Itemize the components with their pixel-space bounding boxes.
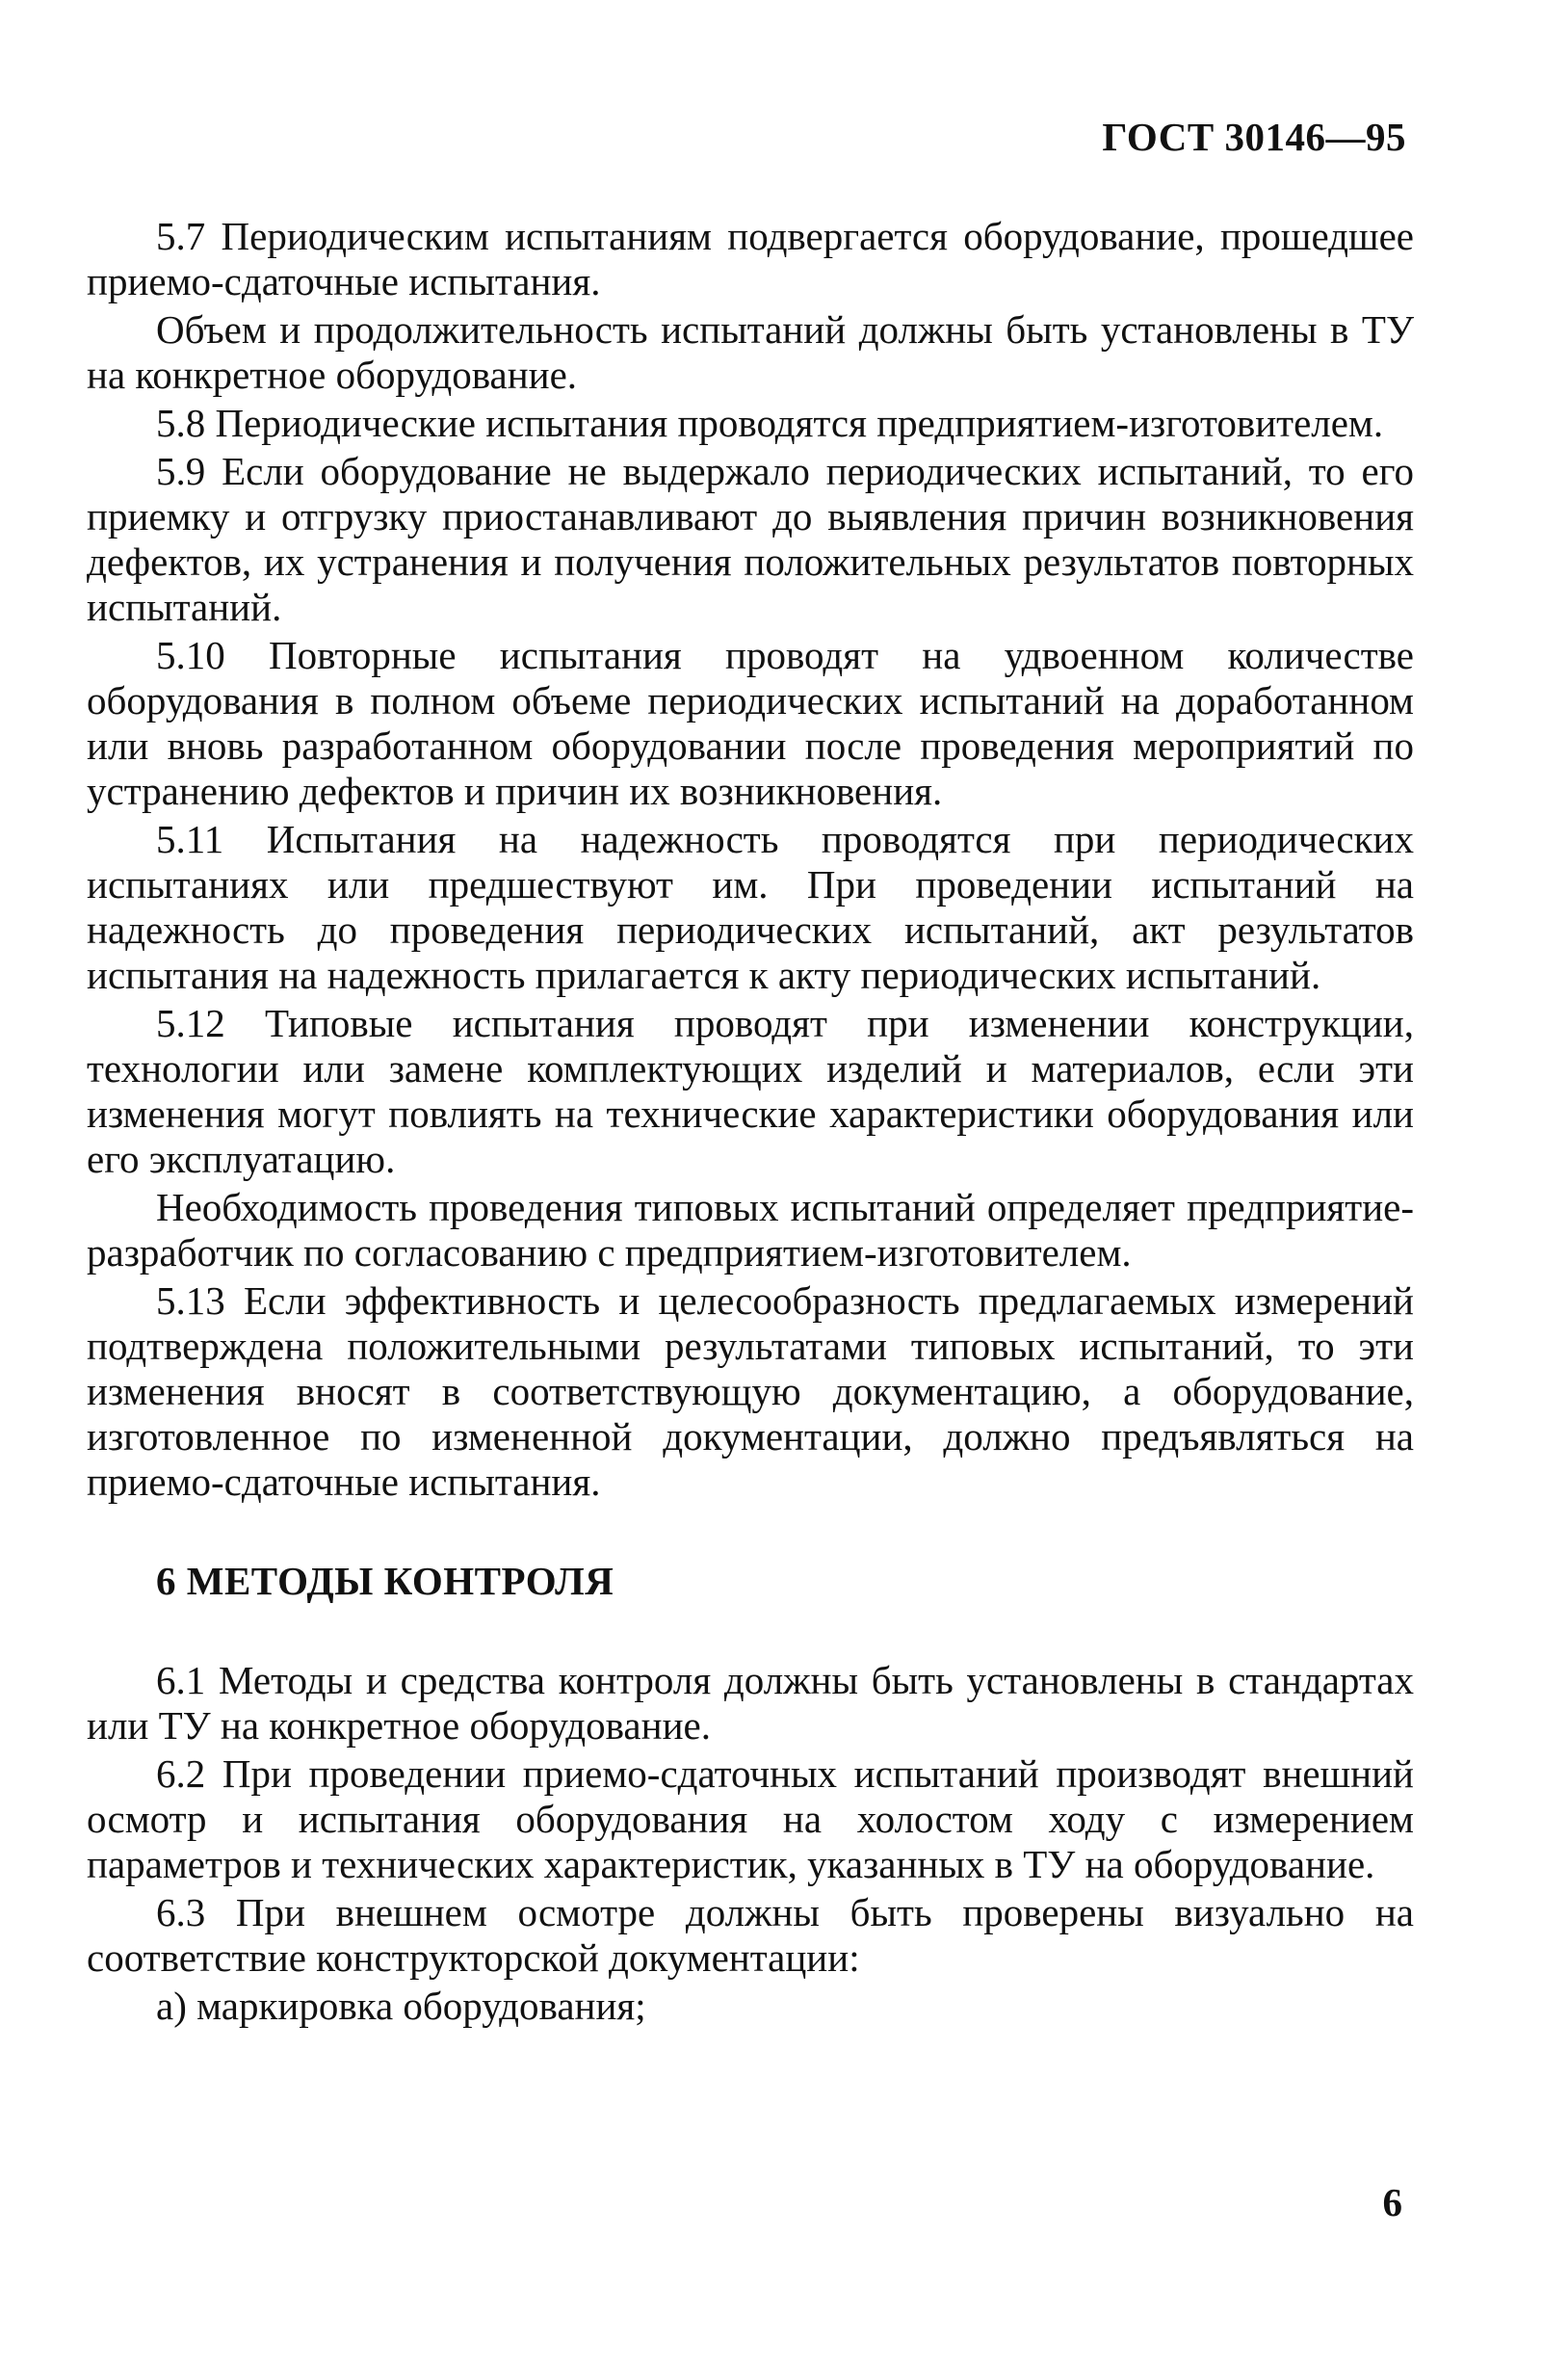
paragraph-5-12: 5.12 Типовые испытания проводят при изменении конструкции, технологии или замене комплектующих изделий и материалов, если эти изменения могут повлиять на технические характеристики оборудования или его эксплуатацию. bbox=[87, 1001, 1414, 1181]
paragraph-5-13: 5.13 Если эффективность и целесообразность предлагаемых измерений подтверждена положительными результатами типовых испытаний, то эти изменения вносят в соответствующую документацию, а оборудование, изготовленное по измененной документации, должно предъявляться на приемо-сдаточные испытания. bbox=[87, 1278, 1414, 1504]
paragraph-6-1: 6.1 Методы и средства контроля должны быть установлены в стандартах или ТУ на конкретное оборудование. bbox=[87, 1658, 1414, 1748]
list-item-a: а) маркировка оборудования; bbox=[156, 1984, 646, 2028]
paragraph-5-7: 5.7 Периодическим испытаниям подвергается оборудование, прошедшее приемо-сдаточные испытания. bbox=[87, 214, 1414, 303]
page-number: 6 bbox=[1382, 2180, 1402, 2224]
paragraph-5-8: 5.8 Периодические испытания проводятся предприятием-изготовителем. bbox=[156, 401, 1384, 445]
paragraph-5-12-necessity: Необходимость проведения типовых испытаний определяет предприятие-разработчик по согласованию с предприятием-изготовителем. bbox=[87, 1185, 1414, 1275]
document-body bbox=[87, 214, 1414, 2029]
document-code-header: ГОСТ 30146—95 bbox=[1102, 115, 1406, 159]
section-title-6: 6 МЕТОДЫ КОНТРОЛЯ bbox=[156, 1559, 614, 1603]
paragraph-5-10: 5.10 Повторные испытания проводят на удвоенном количестве оборудования в полном объеме периодических испытаний на доработанном или вновь разработанном оборудовании после проведения мероприятий по устранению дефектов и причин их возникновения. bbox=[87, 633, 1414, 813]
paragraph-5-9: 5.9 Если оборудование не выдержало периодических испытаний, то его приемку и отгрузку приостанавливают до выявления причин возникновения дефектов, их устранения и получения положительных результатов повторных испытаний. bbox=[87, 449, 1414, 629]
paragraph-6-3: 6.3 При внешнем осмотре должны быть проверены визуально на соответствие конструкторской документации: bbox=[87, 1890, 1414, 1980]
paragraph-6-2: 6.2 При проведении приемо-сдаточных испытаний производят внешний осмотр и испытания оборудования на холостом ходу с измерением параметров и технических характеристик, указанных в ТУ на оборудование. bbox=[87, 1751, 1414, 1886]
paragraph-5-7-scope: Объем и продолжительность испытаний должны быть установлены в ТУ на конкретное оборудование. bbox=[87, 307, 1414, 397]
paragraph-5-11: 5.11 Испытания на надежность проводятся при периодических испытаниях или предшествуют им. При проведении испытаний на надежность до проведения периодических испытаний, акт результатов испытания на надежность прилагается к акту периодических испытаний. bbox=[87, 817, 1414, 997]
